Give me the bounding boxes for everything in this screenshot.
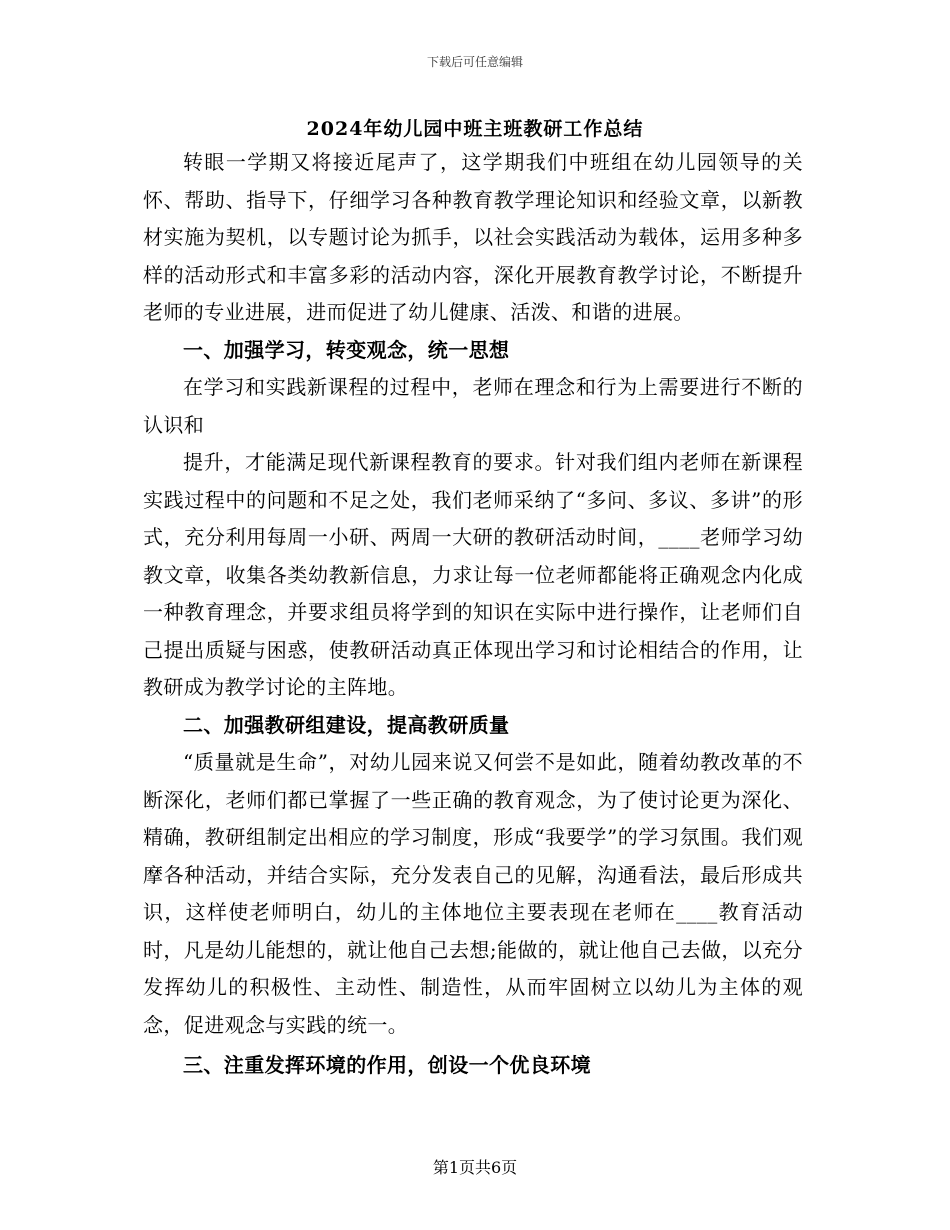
section-1-paragraph-2: 提升，才能满足现代新课程教育的要求。针对我们组内老师在新课程实践过程中的问题和不足之处，我们老师采纳了“多问、多议、多讲”的形式，充分利用每周一小研、两周一大研的教研活动时间，____老师学习幼教文章，收集各类幼教新信息，力求让每一位老师都能将正确观念内化成一种教育理念，并要求组员将学到的知识在实际中进行操作，让老师们自己提出质疑与困惑，使教研活动真正体现出学习和讨论相结合的作用，让教研成为教学讨论的主阵地。 bbox=[143, 450, 803, 699]
section-2-paragraph-1: “质量就是生命”，对幼儿园来说又何尝不是如此，随着幼教改革的不断深化，老师们都已掌握了一些正确的教育观念，为了使讨论更为深化、精确，教研组制定出相应的学习制度，形成“我要学”的学习氛围。我们观摩各种活动，并结合实际，充分发表自己的见解，沟通看法，最后形成共识，这样使老师明白，幼儿的主体地位主要表现在老师在____教育活动时，凡是幼儿能想的，就让他自己去想;能做的，就让他自己去做，以充分发挥幼儿的积极性、主动性、制造性，从而牢固树立以幼儿为主体的观念，促进观念与实践的统一。 bbox=[143, 750, 803, 1037]
section-heading-1: 一、加强学习，转变观念，统一思想 bbox=[183, 337, 510, 362]
page-number-footer: 第1页共6页 bbox=[432, 1158, 518, 1177]
document-title: 2024年幼儿园中班主班教研工作总结 bbox=[306, 118, 644, 140]
intro-paragraph: 转眼一学期又将接近尾声了，这学期我们中班组在幼儿园领导的关怀、帮助、指导下，仔细学习各种教育教学理论知识和经验文章，以新教材实施为契机，以专题讨论为抓手，以社会实践活动为载体，运用多种多样的活动形式和丰富多彩的活动内容，深化开展教育教学讨论，不断提升老师的专业进展，进而促进了幼儿健康、活泼、和谐的进展。 bbox=[143, 150, 803, 324]
section-1-paragraph-1: 在学习和实践新课程的过程中，老师在理念和行为上需要进行不断的认识和 bbox=[143, 375, 803, 437]
section-heading-2: 二、加强教研组建设，提高教研质量 bbox=[183, 712, 510, 737]
section-heading-3: 三、注重发挥环境的作用，创设一个优良环境 bbox=[183, 1053, 591, 1077]
header-note: 下载后可任意编辑 bbox=[426, 55, 523, 69]
document-body bbox=[143, 144, 803, 1085]
